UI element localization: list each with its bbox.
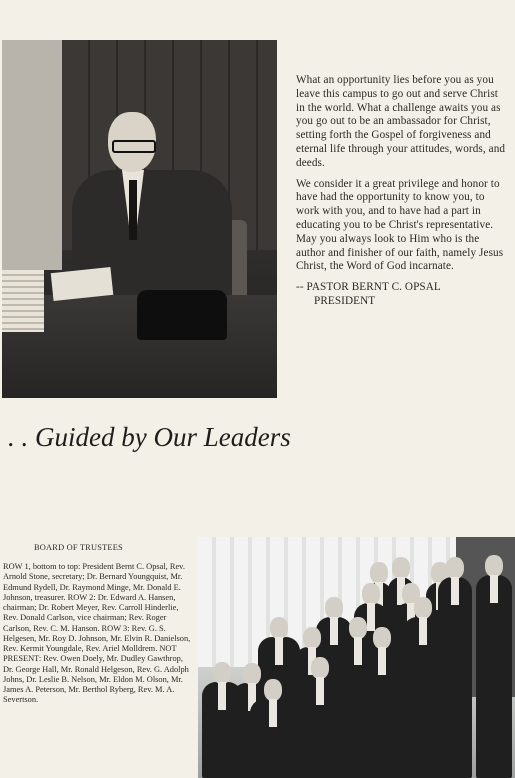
president-message [296,74,506,309]
signature-title: PRESIDENT [314,294,376,307]
trustees-caption: ROW 1, bottom to top: President Bernt C. Opsal, Rev. Arnold Stone, secretary; Dr. Bernard Youngquist, Mr. Edmund Rydell, Dr. Raymond Minge, Mr. Donald E. Johnson, treasurer. ROW 2: Dr. Edward A. Hansen, chairman; Dr. Robert Meyer, Rev. Carroll Hinderlie, Rev. Donald Carlson, vice chairman; Rev. Roger Carlson, Rev. C. M. Hanson. ROW 3: Rev. G. S. Helgesen, Mr. Roy D. Johnson, Mr. Elvin R. Danielson, Rev. Kermit Youngdale, Rev. Ariel Molldrem. NOT PRESENT: Rev. Owen Doely, Mr. Dudley Gawthrop, Dr. George Hall, Mr. Ronald Helgeson, Rev. G. Adolph Johns, Dr. Leslie B. Nelson, Mr. Eldon M. Olson, Mr. James A. Peterson, Mr. Berthol Ryberg, Rev. M. A. Severtson. [3,562,191,705]
trustees-title: BOARD OF TRUSTEES [34,543,123,552]
page-heading: . . Guided by Our Leaders [8,422,291,452]
signature-name: -- PASTOR BERNT C. OPSAL [296,281,441,294]
president-photo [2,40,277,398]
board-group-photo [198,537,515,778]
message-paragraph-1: What an opportunity lies before you as you leave this campus to go out and serve Christ in the world. What a challenge awaits you as you go out to be an ambassador for Christ, setting forth the Gospel of forgiveness and eternal life through your attitudes, words, and deeds. [296,74,506,169]
message-paragraph-2: We consider it a great privilege and honor to have had the opportunity to know you, to work with you, and to have had a part in educating you to be Christ's representative. May you always look to Him who is the author and finisher of our faith, namely Jesus Christ, the Word of God incarnate. [296,177,504,273]
